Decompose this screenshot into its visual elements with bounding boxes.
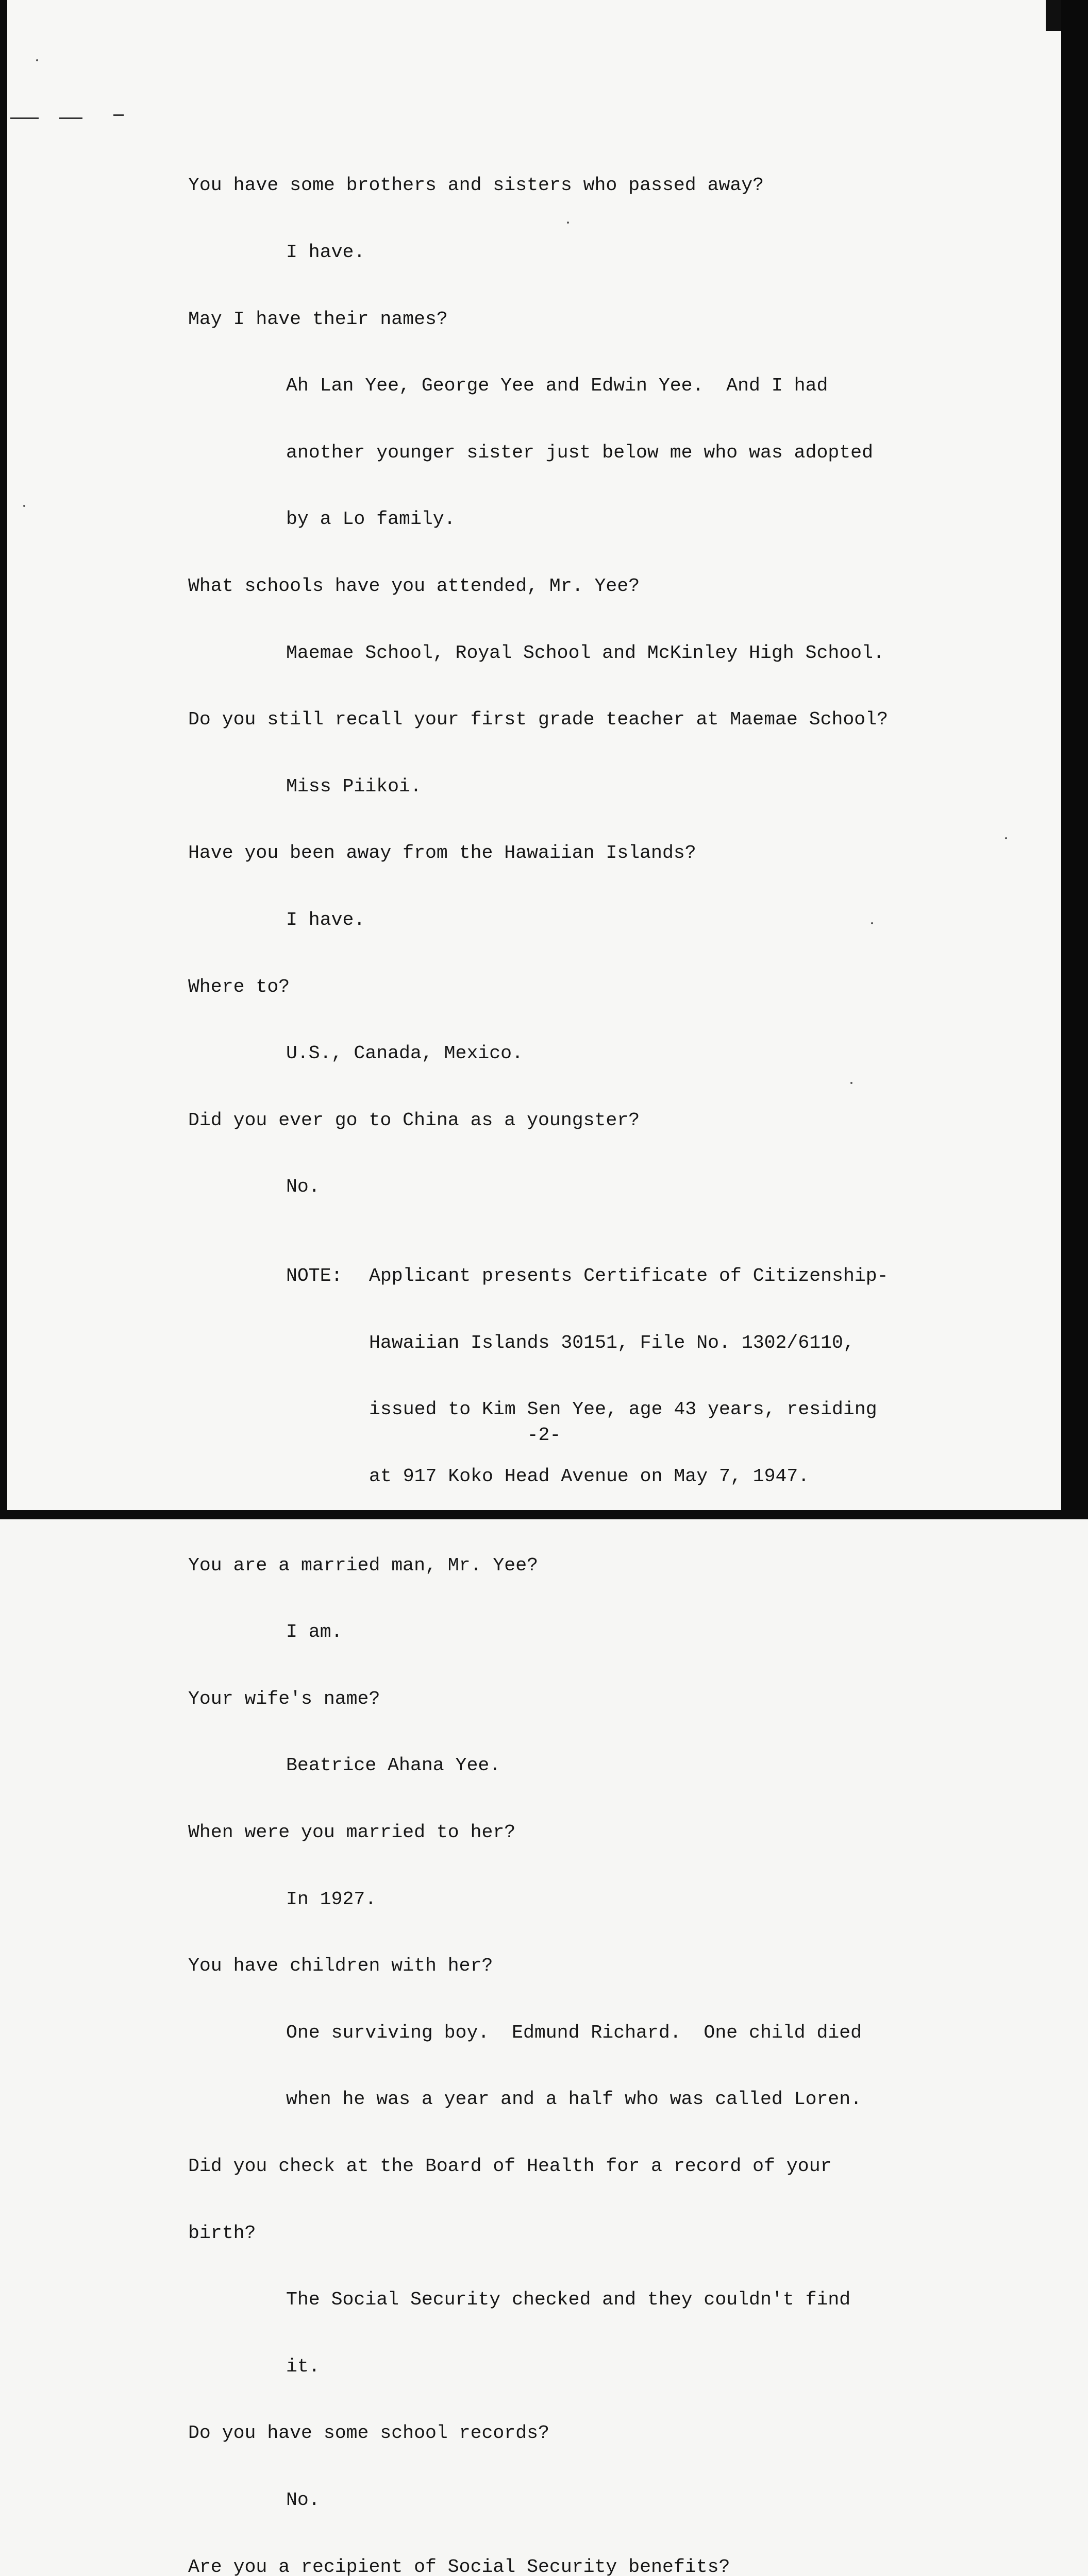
question: When were you married to her? [188, 1822, 516, 1843]
question: What schools have you attended, Mr. Yee? [188, 575, 640, 597]
scan-edge-right [1061, 0, 1088, 1519]
scan-speck [1005, 837, 1007, 839]
transcript-body [188, 130, 961, 2576]
scan-edge-left [0, 0, 7, 1519]
note-text: Applicant presents Certificate of Citizenship- [369, 1265, 889, 1287]
scan-speck [36, 59, 38, 61]
answer: One surviving boy. Edmund Richard. One child died [286, 2022, 862, 2043]
answer: it. [286, 2355, 320, 2377]
scan-mark [59, 117, 82, 119]
answer: Miss Piikoi. [286, 775, 422, 797]
question: Where to? [188, 976, 290, 997]
answer: I am. [286, 1621, 343, 1643]
page-number: -2- [527, 1425, 561, 1446]
answer: Ah Lan Yee, George Yee and Edwin Yee. And I had [286, 375, 828, 397]
answer: No. [286, 1176, 320, 1198]
note-text: at 917 Koko Head Avenue on May 7, 1947. [369, 1465, 810, 1487]
answer: In 1927. [286, 1888, 377, 1910]
answer: by a Lo family. [286, 509, 456, 530]
scan-mark [113, 114, 124, 116]
question: You are a married man, Mr. Yee? [188, 1554, 539, 1576]
question: Have you been away from the Hawaiian Islands? [188, 842, 696, 864]
question: You have some brothers and sisters who passed away? [188, 175, 764, 196]
answer: No. [286, 2489, 320, 2511]
answer: another younger sister just below me who was adopted [286, 442, 873, 463]
answer: The Social Security checked and they couldn't find [286, 2289, 851, 2311]
answer: Beatrice Ahana Yee. [286, 1755, 501, 1776]
scan-mark [10, 117, 39, 119]
question: Do you have some school records? [188, 2422, 549, 2444]
scan-speck [23, 505, 25, 507]
question: May I have their names? [188, 308, 448, 330]
answer: when he was a year and a half who was called Loren. [286, 2089, 862, 2110]
answer: I have. [286, 909, 365, 930]
answer: I have. [286, 242, 365, 263]
note-label: NOTE: [286, 1265, 343, 1287]
question: You have children with her? [188, 1955, 493, 1977]
scan-edge-corner [1046, 0, 1061, 31]
note-text: Hawaiian Islands 30151, File No. 1302/6110, [369, 1332, 855, 1353]
note-text: issued to Kim Sen Yee, age 43 years, residing [369, 1399, 877, 1420]
note-line [188, 1265, 961, 1287]
question: Are you a recipient of Social Security benefits? [188, 2556, 730, 2576]
answer: Maemae School, Royal School and McKinley High School. [286, 642, 884, 664]
question: birth? [188, 2222, 256, 2244]
answer: U.S., Canada, Mexico. [286, 1043, 523, 1064]
question: Did you ever go to China as a youngster? [188, 1109, 640, 1131]
question: Did you check at the Board of Health for a record of your [188, 2156, 832, 2177]
question: Do you still recall your first grade teacher at Maemae School? [188, 709, 889, 731]
question: Your wife's name? [188, 1688, 380, 1709]
